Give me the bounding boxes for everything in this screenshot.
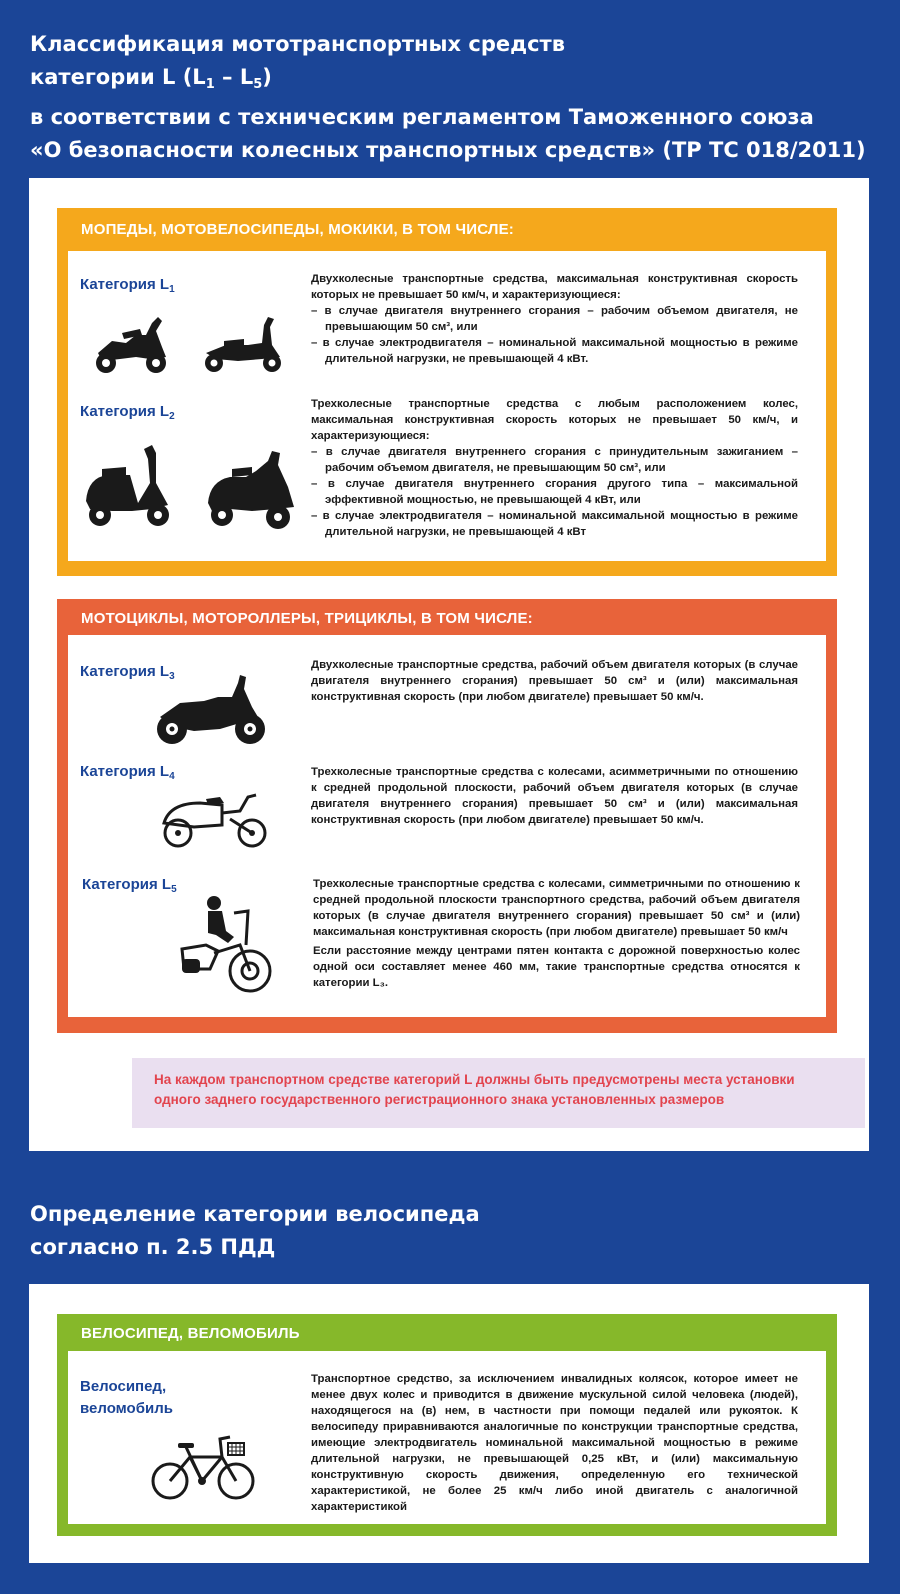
mopeds-content: [68, 251, 826, 561]
bicycle-description: Транспортное средство, за исключением инвалидных колясок, которое имеет не менее двух колес и приводится в движение мускульной силой человека (людей), находящегося на (в) нем, в частности при помощи педалей или рукояток. К велосипеду приравниваются аналогичные по конструкции транспортные средства, имеющие электродвигатель номинальной максимальной мощностью в режиме длительной нагрузки, не превышающей 0,25 кВт, и (или) максимальную конструктивную скорость движения, определенную его технической характеристикой, не более 25 км/ч либо иной двигатель с аналогичной характеристикой: [311, 1373, 798, 1513]
classification-panel: [29, 178, 869, 1151]
bicycle-title-line-1: Определение категории велосипеда: [30, 1202, 480, 1226]
mopeds-heading: МОПЕДЫ, МОТОВЕЛОСИПЕДЫ, МОКИКИ, В ТОМ ЧИСЛЕ:: [81, 221, 515, 238]
maxi-scooter-icon: [92, 313, 172, 375]
motorcycles-section: [57, 599, 837, 1033]
note-text: На каждом транспортном средстве категорий L должны быть предусмотрены места установки одного заднего государственного регистрационного знака установленных размеров: [154, 1072, 795, 1107]
bicycle-heading: ВЕЛОСИПЕД, ВЕЛОМОБИЛЬ: [81, 1325, 300, 1342]
cruiser-motorcycle-icon: [154, 673, 268, 749]
title-line-2: категории L $(L_1 - L_5)$: [30, 65, 272, 92]
bicycle-title-line-2: согласно п. 2.5 ПДД: [30, 1235, 276, 1259]
page-title: [30, 28, 880, 167]
category-l5-label: Категория $L_5$: [82, 876, 177, 895]
title-line-1: Классификация мототранспортных средств: [30, 32, 565, 56]
category-l3-description: Двухколесные транспортные средства, рабочий объем двигателя которых (в случае двигателя внутреннего сгорания) превышает 50 см³ и (или) максимальная конструктивная скорость (при любом двигателе) превышает 50 км/ч.: [311, 659, 798, 703]
category-l1-label: Категория $L_1$: [80, 276, 175, 295]
category-l5-description: Трехколесные транспортные средства с колесами, симметричными по отношению к средней продольной плоскости транспортного средства, рабочий объем двигателя которых (в случае двигателя внутреннего сгорания) превышает 50 см³ и (или) максимальная конструктивная скорость (при любом двигателе) превышает 50 км/ч Если расстояние между центрами пятен контакта с дорожной поверхностью колес одной оси составляет менее 460 мм, такие транспортные средства относятся к категории L₃.: [313, 878, 800, 989]
category-l5-note: Если расстояние между центрами пятен контакта с дорожной поверхностью колес одной оси составляет менее 460 мм, такие транспортные средства относятся к категории L₃.: [313, 945, 800, 989]
bicycle-title: [30, 1198, 880, 1264]
retro-scooter-icon: [82, 443, 174, 529]
registration-plate-note: [132, 1058, 865, 1128]
title-line-3: в соответствии с техническим регламентом Таможенного союза: [30, 105, 814, 129]
category-l4-description: Трехколесные транспортные средства с колесами, асимметричными по отношению к средней продольной плоскости, рабочий объем двигателя которых (в случае двигателя внутреннего сгорания) превышает 50 см³ и (или) максимальная конструктивная скорость (при любом двигателе) превышает 50 км/ч.: [311, 766, 798, 826]
motorcycles-heading: МОТОЦИКЛЫ, МОТОРОЛЛЕРЫ, ТРИЦИКЛЫ, В ТОМ ЧИСЛЕ:: [81, 610, 533, 627]
bicycle-panel: [29, 1284, 869, 1563]
title-line-4: «О безопасности колесных транспортных средств» (ТР ТС 018/2011): [30, 138, 866, 162]
trike-rider-icon: [174, 893, 276, 997]
scooter-icon: [202, 315, 284, 373]
bicycle-content: [68, 1351, 826, 1524]
category-l4-label: Категория $L_4$: [80, 763, 175, 782]
category-l3-label: Категория $L_3$: [80, 663, 175, 682]
three-wheel-scooter-icon: [206, 447, 298, 531]
motorcycles-content: [68, 635, 826, 1017]
category-l2-description: Трехколесные транспортные средства с любым расположением колес, максимальная конструктивная скорость которых не превышает 50 км/ч, и характеризующиеся: – в случае двигателя внутреннего сгорания с принудительным зажиганием – рабочим объемом двигателя, не превышающим 50 см³, или – в случае двигателя внутреннего сгорания другого типа – максимальной эффективной мощностью, не превышающей 4 кВт, или – в случае электродвигателя – номинальной максимальной мощностью в режиме длительной нагрузки, не превышающей 4 кВт: [311, 398, 798, 538]
sidecar-motorcycle-icon: [160, 789, 272, 851]
bicycle-label: Велосипед, веломобиль: [80, 1378, 173, 1417]
bicycle-section: [57, 1314, 837, 1536]
bicycle-icon: [150, 1431, 256, 1503]
category-l1-description: Двухколесные транспортные средства, максимальная конструктивная скорость которых не превышает 50 км/ч, и характеризующиеся: – в случае двигателя внутреннего сгорания – рабочим объемом двигателя, не превышающим 50 см³, или – в случае электродвигателя – номинальной максимальной мощностью в режиме длительной нагрузки, не превышающей 4 кВт.: [311, 273, 798, 365]
category-l2-label: Категория $L_2$: [80, 403, 175, 422]
mopeds-section: [57, 208, 837, 576]
